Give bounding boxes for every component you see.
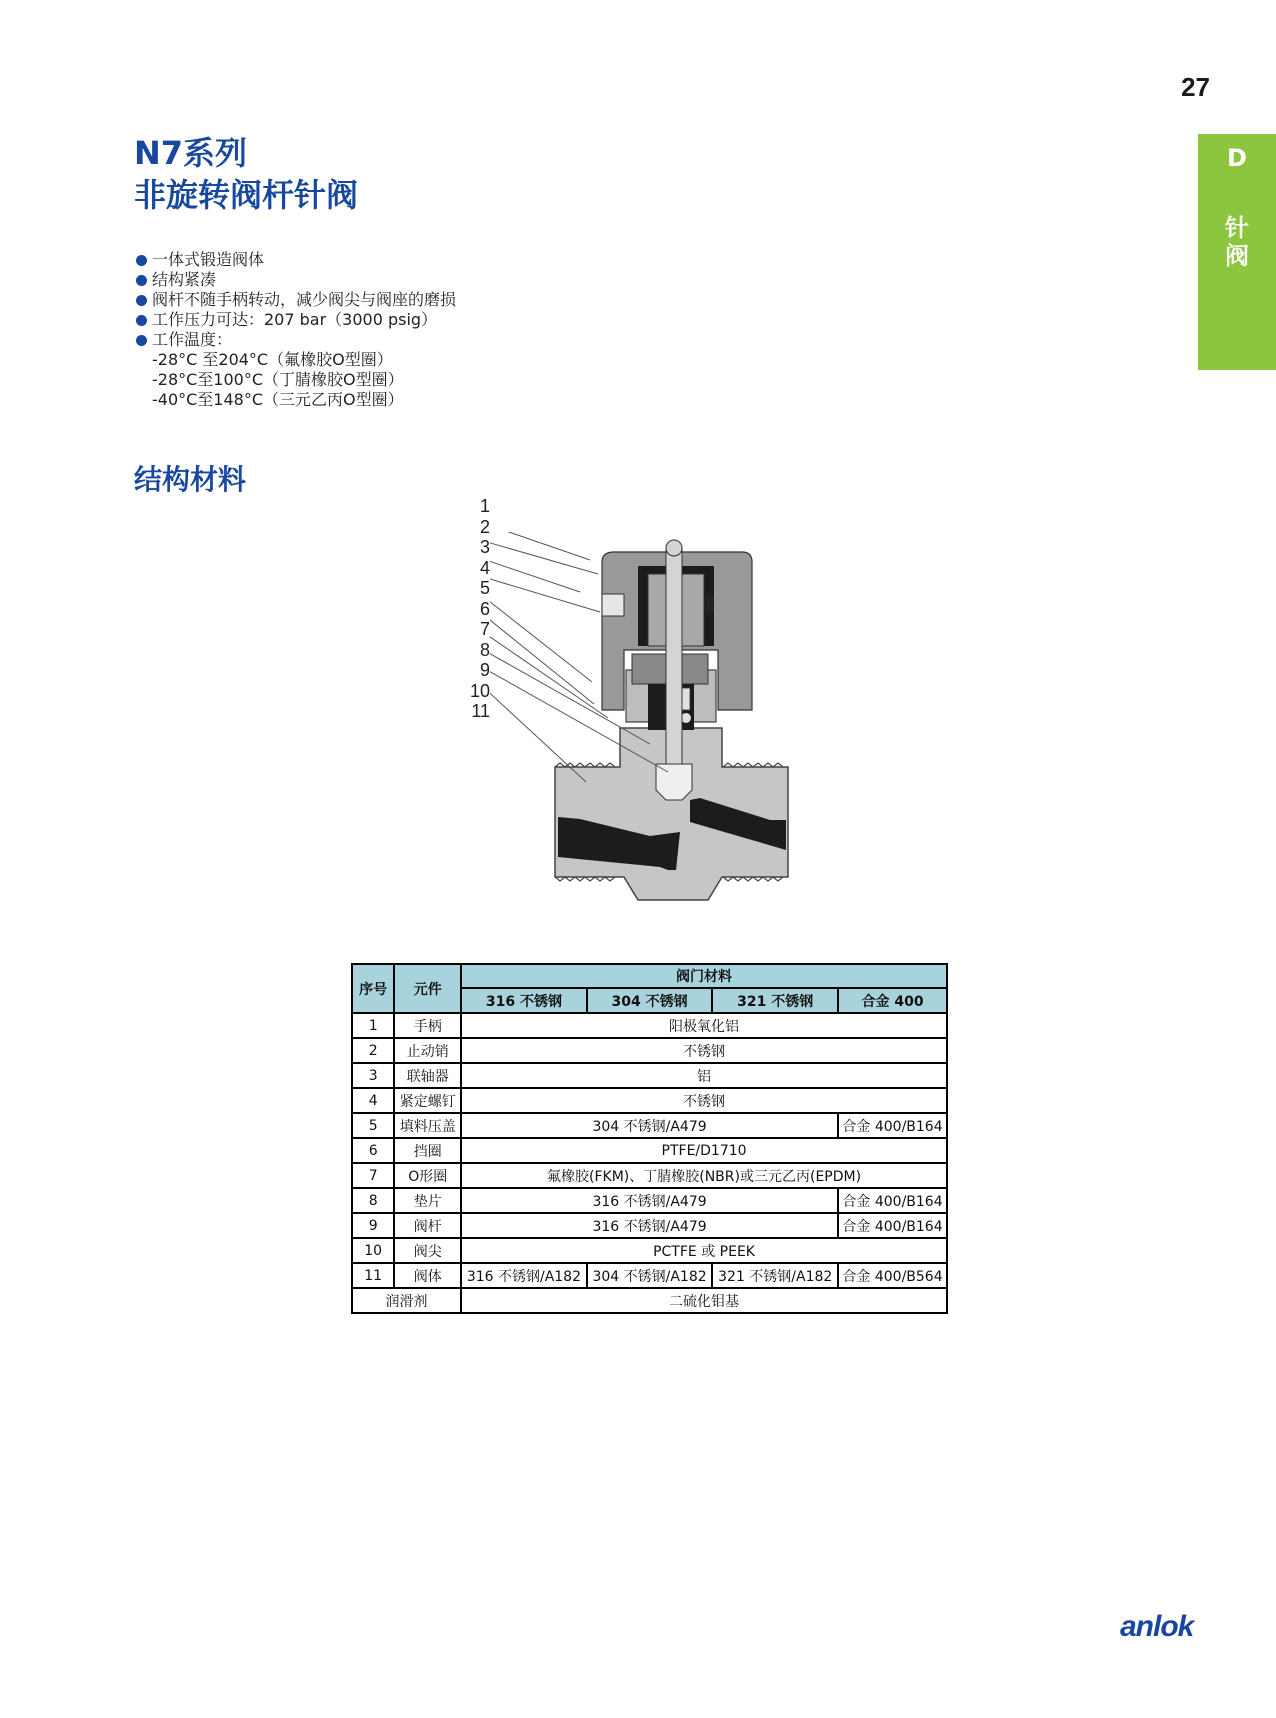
lubricant-label: 润滑剂: [352, 1288, 461, 1313]
callout-number: 1: [479, 496, 490, 516]
row-no: 10: [352, 1238, 394, 1263]
callout-numbers: [460, 496, 490, 722]
row-part: 阀杆: [394, 1213, 461, 1238]
row-material: 316 不锈钢/A479: [461, 1213, 838, 1238]
temperature-item: -28°C 至204°C（氟橡胶O型圈）: [152, 350, 393, 369]
series-name: N7系列: [134, 134, 248, 172]
materials-table: [351, 963, 948, 1314]
table-row: [352, 1213, 947, 1238]
table-row: [352, 1138, 947, 1163]
row-material-alloy: 合金 400/B564: [838, 1263, 947, 1288]
callout-number: 5: [479, 578, 490, 598]
stem: [666, 548, 682, 784]
row-material: 321 不锈钢/A182: [712, 1263, 838, 1288]
row-no: 7: [352, 1163, 394, 1188]
section-tab-char: 阀: [1225, 242, 1249, 270]
row-part: 手柄: [394, 1013, 461, 1038]
lubricant-value: 二硫化钼基: [461, 1288, 947, 1313]
row-material: 铝: [461, 1063, 947, 1088]
brand-logo: anlok: [1120, 1610, 1194, 1643]
row-material: PTFE/D1710: [461, 1138, 947, 1163]
row-part: 挡圈: [394, 1138, 461, 1163]
row-material: 316 不锈钢/A479: [461, 1188, 838, 1213]
row-part: 填料压盖: [394, 1113, 461, 1138]
table-row: [352, 1063, 947, 1088]
section-title: 结构材料: [134, 463, 247, 496]
callout-number: 11: [471, 701, 490, 721]
feature-item: 一体式锻造阀体: [136, 250, 456, 270]
callout-number: 4: [479, 557, 490, 578]
table-row: [352, 1238, 947, 1263]
callout-number: 9: [479, 660, 490, 680]
table-row: [352, 1263, 947, 1288]
feature-item: 工作压力可达：207 bar（3000 psig）: [136, 310, 456, 330]
section-tab-label: [1198, 214, 1276, 270]
row-material: 阳极氧化铝: [461, 1013, 947, 1038]
row-no: 1: [352, 1013, 394, 1038]
row-material: 304 不锈钢/A479: [461, 1113, 838, 1138]
valve-tip: [656, 764, 692, 800]
feature-list: [136, 250, 456, 410]
header-material: 316 不锈钢: [461, 988, 587, 1013]
stem-top: [666, 540, 682, 556]
stop-pin: [706, 594, 714, 614]
header-material: 321 不锈钢: [712, 988, 838, 1013]
row-material: 不锈钢: [461, 1038, 947, 1063]
row-part: 垫片: [394, 1188, 461, 1213]
feature-item: 结构紧凑: [136, 270, 456, 290]
table-row: [352, 1113, 947, 1138]
table-row: [352, 1038, 947, 1063]
feature-item: 阀杆不随手柄转动，减少阀尖与阀座的磨损: [136, 290, 456, 310]
product-name: 非旋转阀杆针阀: [134, 176, 359, 214]
header-material: 304 不锈钢: [587, 988, 713, 1013]
row-no: 8: [352, 1188, 394, 1213]
temperature-item: -28°C至100°C（丁腈橡胶O型圈）: [152, 370, 404, 389]
row-part: 阀尖: [394, 1238, 461, 1263]
page-number: 27: [1181, 72, 1210, 102]
page-title: [134, 132, 358, 216]
section-tab-char: 针: [1225, 214, 1249, 242]
row-material: 氟橡胶(FKM)、丁腈橡胶(NBR)或三元乙丙(EPDM): [461, 1163, 947, 1188]
header-no: 序号: [352, 964, 394, 1013]
table-row: [352, 1163, 947, 1188]
row-material: 316 不锈钢/A182: [461, 1263, 587, 1288]
row-material-alloy: 合金 400/B164: [838, 1113, 947, 1138]
callout-number: 8: [479, 639, 490, 660]
row-no: 3: [352, 1063, 394, 1088]
row-part: 联轴器: [394, 1063, 461, 1088]
row-no: 9: [352, 1213, 394, 1238]
callout-number: 2: [479, 516, 490, 537]
header-material-group: 阀门材料: [461, 964, 947, 988]
row-part: 止动销: [394, 1038, 461, 1063]
callout-number: 3: [479, 537, 490, 557]
header-material: 合金 400: [838, 988, 947, 1013]
table-row: [352, 1188, 947, 1213]
feature-item: 工作温度：: [136, 330, 456, 350]
callout-number: 7: [479, 619, 490, 639]
row-no: 4: [352, 1088, 394, 1113]
callout-number: 6: [479, 598, 490, 619]
valve-cross-section-diagram: [490, 532, 840, 910]
table-row-lubricant: [352, 1288, 947, 1313]
row-no: 2: [352, 1038, 394, 1063]
set-screw: [602, 594, 624, 616]
row-no: 5: [352, 1113, 394, 1138]
temperature-item: -40°C至148°C（三元乙丙O型圈）: [152, 390, 404, 409]
row-material: 不锈钢: [461, 1088, 947, 1113]
row-material-alloy: 合金 400/B164: [838, 1188, 947, 1213]
section-tab-letter: D: [1227, 144, 1247, 172]
callout-number: 10: [469, 680, 490, 701]
table-header-row: [352, 964, 947, 988]
section-tab: [1198, 134, 1276, 370]
row-no: 11: [352, 1263, 394, 1288]
table-row: [352, 1013, 947, 1038]
row-material: PCTFE 或 PEEK: [461, 1238, 947, 1263]
row-part: O形圈: [394, 1163, 461, 1188]
row-no: 6: [352, 1138, 394, 1163]
row-part: 阀体: [394, 1263, 461, 1288]
row-material: 304 不锈钢/A182: [587, 1263, 713, 1288]
row-part: 紧定螺钉: [394, 1088, 461, 1113]
row-material-alloy: 合金 400/B164: [838, 1213, 947, 1238]
header-part: 元件: [394, 964, 461, 1013]
table-row: [352, 1088, 947, 1113]
